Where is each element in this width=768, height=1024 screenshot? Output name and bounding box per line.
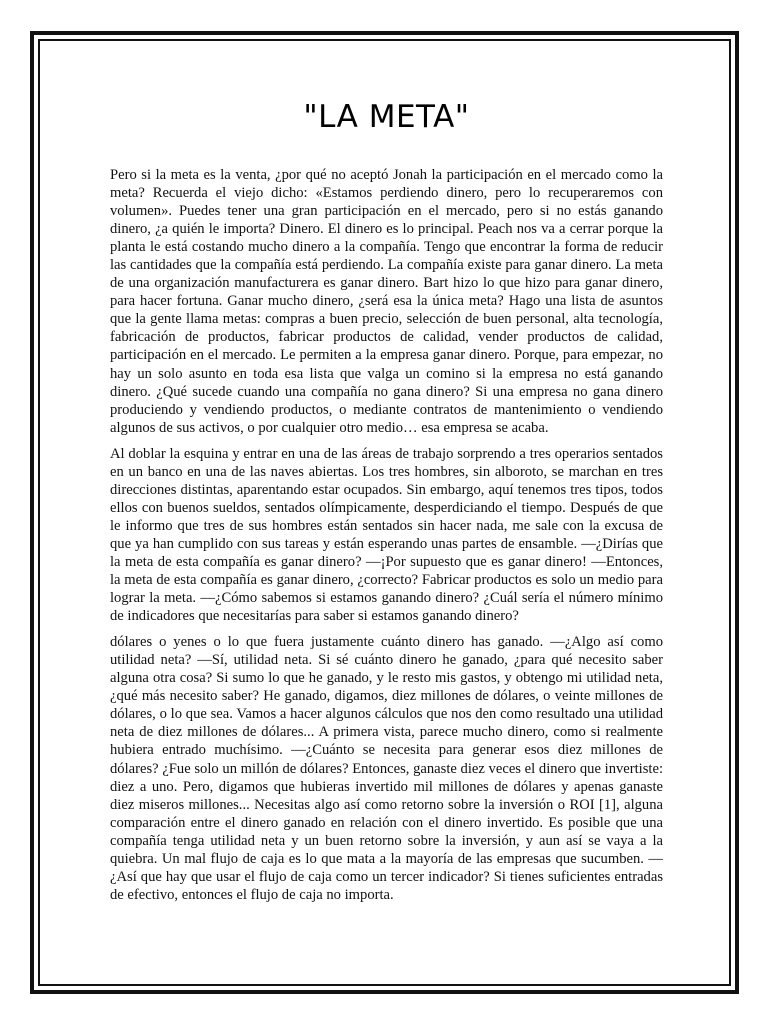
page-border-outer <box>30 31 739 994</box>
paragraph: Pero si la meta es la venta, ¿por qué no aceptó Jonah la participación en el mercado como la meta? Recuerda el viejo dicho: «Estamos perdiendo dinero, pero lo recuperaremos con volumen». Puedes tener una gran participación en el mercado, pero si no estás ganando dinero, ¿a quién le importa? Dinero. El dinero es lo principal. Peach nos va a cerrar porque la planta le está costando mucho dinero a la compañía. Tengo que encontrar la forma de reducir las cantidades que la compañía está perdiendo. La compañía existe para ganar dinero. La meta de una organización manufacturera es ganar dinero. Bart hizo lo que hizo para ganar dinero, para hacer fortuna. Ganar mucho dinero, ¿será esa la única meta? Hago una lista de asuntos que la gente llama metas: compras a buen precio, selección de buen personal, alta tecnología, fabricación de productos, fabricar productos de calidad, vender productos de calidad, participación en el mercado. Le permiten a la empresa ganar dinero. Porque, para empezar, no hay un solo asunto en toda esa lista que valga un comino si la empresa no está ganando dinero. ¿Qué sucede cuando una compañía no gana dinero? Si una empresa no gana dinero produciendo y vendiendo productos, o mediante contratos de mantenimiento o vendiendo algunos de sus activos, o por cualquier otro medio… esa empresa se acaba. <box>110 167 663 436</box>
paragraph: Al doblar la esquina y entrar en una de las áreas de trabajo sorprendo a tres operarios sentados en un banco en una de las naves abiertas. Los tres hombres, sin alboroto, se marchan en tres direcciones distintas, aparentando estar ocupados. Sin embargo, aquí tenemos tres tipos, todos ellos con buenos sueldos, sentados olímpicamente, desperdiciando el tiempo. Después de que le informo que tres de sus hombres están sentados sin hacer nada, me sale con la excusa de que ya han cumplido con sus tareas y están esperando unas partes de ensamble. —¿Dirías que la meta de esta compañía es ganar dinero? —¡Por supuesto que es ganar dinero! —Entonces, la meta de esta compañía es ganar dinero, ¿correcto? Fabricar productos es solo un medio para lograr la meta. —¿Cómo sabemos si estamos ganando dinero? ¿Cuál sería el número mínimo de indicadores que necesitarías para saber si estamos ganando dinero? <box>110 445 663 625</box>
document-title: "LA META" <box>303 99 470 135</box>
page-border-inner <box>38 39 731 986</box>
paragraph: dólares o yenes o lo que fuera justamente cuánto dinero has ganado. —¿Algo así como utilidad neta? —Sí, utilidad neta. Si sé cuánto dinero he ganado, ¿para qué necesito saber alguna otra cosa? Si sumo lo que he ganado, y le resto mis gastos, y obtengo mi utilidad neta, ¿qué más necesito saber? He ganado, digamos, diez millones de dólares, o veinte millones de dólares, o lo que sea. Vamos a hacer algunos cálculos que nos den como resultado una utilidad neta de diez millones de dólares... A primera vista, parece mucho dinero, como si realmente hubiera entrado muchísimo. —¿Cuánto se necesita para generar esos diez millones de dólares? ¿Fue solo un millón de dólares? Entonces, ganaste diez veces el dinero que invertiste: diez a uno. Pero, digamos que hubieras invertido mil millones de dólares y apenas ganaste diez miseros millones... Necesitas algo así como retorno sobre la inversión o ROI [1], alguna comparación entre el dinero ganado en relación con el dinero invertido. Es posible que una compañía tenga utilidad neta y un buen retorno sobre la inversión, y aun así se vaya a la quiebra. Un mal flujo de caja es lo que mata a la mayoría de las empresas que sucumben. —¿Así que hay que usar el flujo de caja como un tercer indicador? Si tienes suficientes entradas de efectivo, entonces el flujo de caja no importa. <box>110 634 663 903</box>
document-body <box>110 166 663 912</box>
